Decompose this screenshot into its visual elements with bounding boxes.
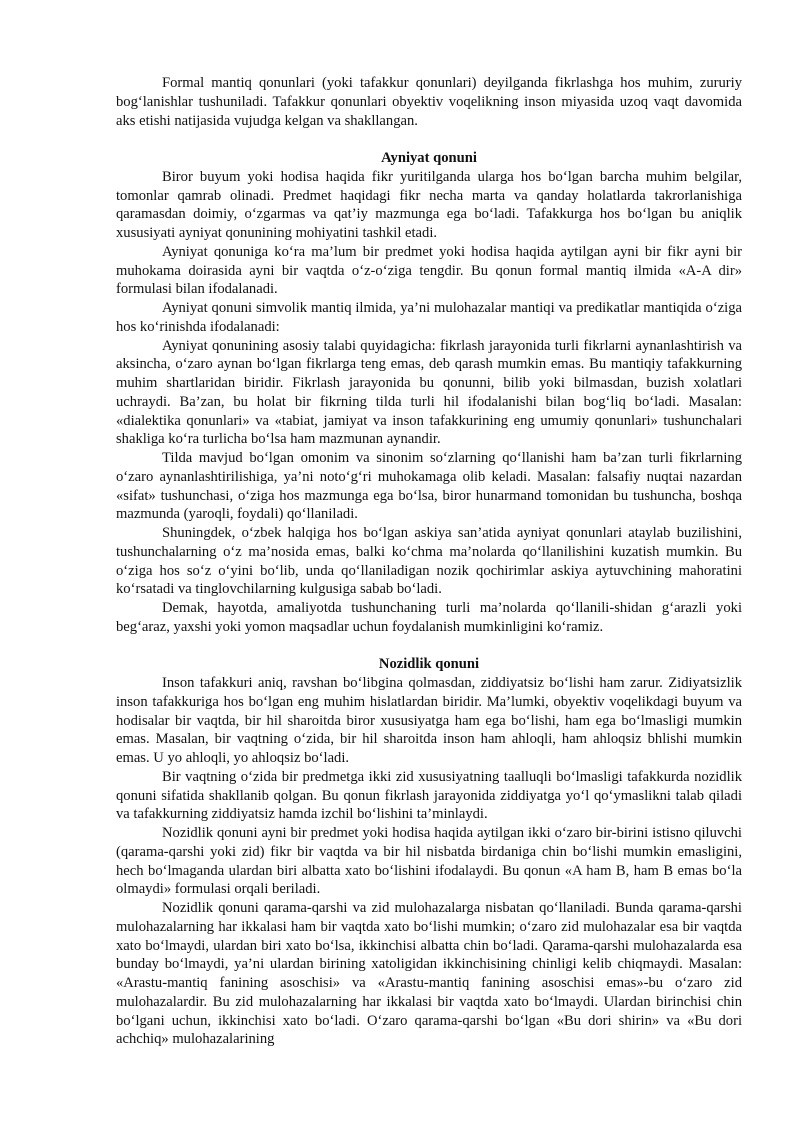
- nozidlik-paragraph-3: Nozidlik qonuni ayni bir predmet yoki hodisa haqida aytilgan ikki o‘zaro bir-birini istisno qiluvchi (qarama-qarshi yoki zid) fikr bir vaqtda va bir hil nisbatda birdaniga chin bo‘lishi mumkin emasligini, hech bo‘lmaganda ulardan biri albatta xato bo‘lishini ifodalaydi. Bu qonun «A ham B, ham B emas bo‘la olmaydi» formulasi orqali beriladi.: [116, 825, 742, 898]
- ayniyat-paragraph-6: Shuningdek, o‘zbek halqiga hos bo‘lgan askiya san’atida ayniyat qonunlari ataylab buzilishini, tushunchalarning o‘z ma’nosida emas, balki ko‘chma ma’nolarda qo‘llanilishini kuzatish mumkin. Bu o‘ziga hos so‘z o‘yini bo‘lib, unda qo‘llaniladigan nozik qochirimlar askiya aytuvchining mahoratini ko‘rsatadi va tinglovchilarning kulgusiga sabab bo‘ladi.: [116, 525, 742, 598]
- nozidlik-paragraph-1: Inson tafakkuri aniq, ravshan bo‘libgina qolmasdan, ziddiyatsiz bo‘lishi ham zarur. Zidiyatsizlik inson tafakkuriga hos bo‘lgan eng muhim hislatlardan biridir. Ma’lumki, obyektiv voqelikdagi buyum va hodisalar bir vaqtda, bir hil sharoitda biror xususiyatga ham ega bo‘lishi, ham ega bo‘lmasligi mumkin emas. Masalan, bir vaqtning o‘zida, bir hil sharoitda inson ham ahloqli, ham ahloqsiz bhlishi mumkin emas. U yo ahloqli, yo ahloqsiz bo‘ladi.: [116, 675, 742, 766]
- section-heading-ayniyat: Ayniyat qonuni: [381, 150, 477, 166]
- nozidlik-paragraph-4: Nozidlik qonuni qarama-qarshi va zid mulohazalarga nisbatan qo‘llaniladi. Bunda qarama-qarshi mulohazalarning har ikkalasi ham bir vaqtda xato bo‘lishi mumkin; o‘zaro zid mulohazalar esa bir vaqtda xato bo‘lmaydi, ulardan biri xato bo‘lsa, ikkinchisi albatta chin bo‘ladi. Qarama-qarshi mulohazalarda esa bunday bo‘lmaydi, ya’ni ulardan birining xatoligidan ikkinchisining chinligi kelib chiqmaydi. Masalan: «Arastu-mantiq fanining asoschisi» va «Arastu-mantiq fanining asoschisi emas»-bu o‘zaro zid mulohazalardir. Bu zid mulohazalarning har ikkalasi bir vaqtda xato bo‘lmaydi. Ulardan birinchisi chin bo‘lgani uchun, ikkinchisi xato bo‘ladi. O‘zaro qarama-qarshi bo‘lgan «Bu dori shirin» va «Bu dori achchiq» mulohazalarining: [116, 900, 742, 1048]
- ayniyat-paragraph-2: Ayniyat qonuniga ko‘ra ma’lum bir predmet yoki hodisa haqida aytilgan ayni bir fikr ayni bir muhokama doirasida ayni bir vaqtda o‘z-o‘ziga tengdir. Bu qonun formal mantiq ilmida «A-A dir» formulasi bilan ifodalanadi.: [116, 243, 742, 298]
- section-spacer: [116, 130, 742, 149]
- section-spacer: [116, 637, 742, 656]
- section-heading-nozidlik: Nozidlik qonuni: [378, 656, 480, 673]
- ayniyat-paragraph-4: Ayniyat qonunining asosiy talabi quyidagicha: fikrlash jarayonida turli fikrlarni aynanlashtirish va aksincha, o‘zaro aynan bo‘lgan fikrlarga teng emas, deb qarash mumkin emas. Bu mantiqiy tafakkurning muhim shartlaridan biridir. Fikrlash jarayonida bu qonunni, bilib yoki bilmasdan, buzish xolatlari uchraydi. Ba’zan, bu holat bir fikrning tilda turli hil ifodalanishi bilan bog‘liq bo‘ladi. Masalan: «dialektika qonunlari» va «tabiat, jamiyat va inson tafakkurining eng umumiy qonunlari» tushunchalari shakliga ko‘ra turlicha bo‘lsa ham mazmunan aynandir.: [116, 337, 742, 448]
- intro-paragraph: Formal mantiq qonunlari (yoki tafakkur qonunlari) deyilganda fikrlashga hos muhim, zururiy bog‘lanishlar tushuniladi. Tafakkur qonunlari obyektiv voqelikning inson miyasida uzoq vaqt davomida aks etishi natijasida vujudga kelgan va shakllangan.: [116, 75, 742, 129]
- ayniyat-paragraph-5: Tilda mavjud bo‘lgan omonim va sinonim so‘zlarning qo‘llanishi ham ba’zan turli fikrlarning o‘zaro aynanlashtirilishiga, ya’ni noto‘g‘ri muhokamaga olib keladi. Masalan: falsafiy nuqtai nazardan «sifat» tushunchasi, o‘ziga hos mazmunga ega bo‘lsa, biror hunarmand tomonidan bu tushuncha, boshqa mazmunda (yaroqli, foydali) qo‘llaniladi.: [116, 450, 742, 523]
- document-page: [116, 74, 742, 1049]
- nozidlik-paragraph-2: Bir vaqtning o‘zida bir predmetga ikki zid xususiyatning taalluqli bo‘lmasligi tafakkurda nozidlik qonuni sifatida shakllanib qolgan. Bu qonun fikrlash jarayonida ziddiyatga yo‘l qo‘ymaslikni talab qiladi va tafakkurning ziddiyatsiz hamda izchil bo‘lishini ta’minlaydi.: [116, 768, 742, 823]
- ayniyat-paragraph-1: Biror buyum yoki hodisa haqida fikr yuritilganda ularga hos bo‘lgan barcha muhim belgilar, tomonlar qamrab olinadi. Predmet haqidagi fikr necha marta va qanday holatlarda takrorlanishiga qaramasdan doimiy, o‘zgarmas va qat’iy mazmunga ega bo‘ladi. Tafakkurga hos bo‘lgan bu aniqlik xususiyati ayniyat qonunining mohiyatini tashkil etadi.: [116, 168, 742, 241]
- ayniyat-paragraph-7: Demak, hayotda, amaliyotda tushunchaning turli ma’nolarda qo‘llanili-shidan g‘arazli yoki beg‘araz, yaxshi yoki yomon maqsadlar uchun foydalanish mumkinligini ko‘ramiz.: [116, 600, 742, 635]
- ayniyat-paragraph-3: Ayniyat qonuni simvolik mantiq ilmida, ya’ni mulohazalar mantiqi va predikatlar mantiqida o‘ziga hos ko‘rinishda ifodalanadi:: [116, 300, 742, 335]
